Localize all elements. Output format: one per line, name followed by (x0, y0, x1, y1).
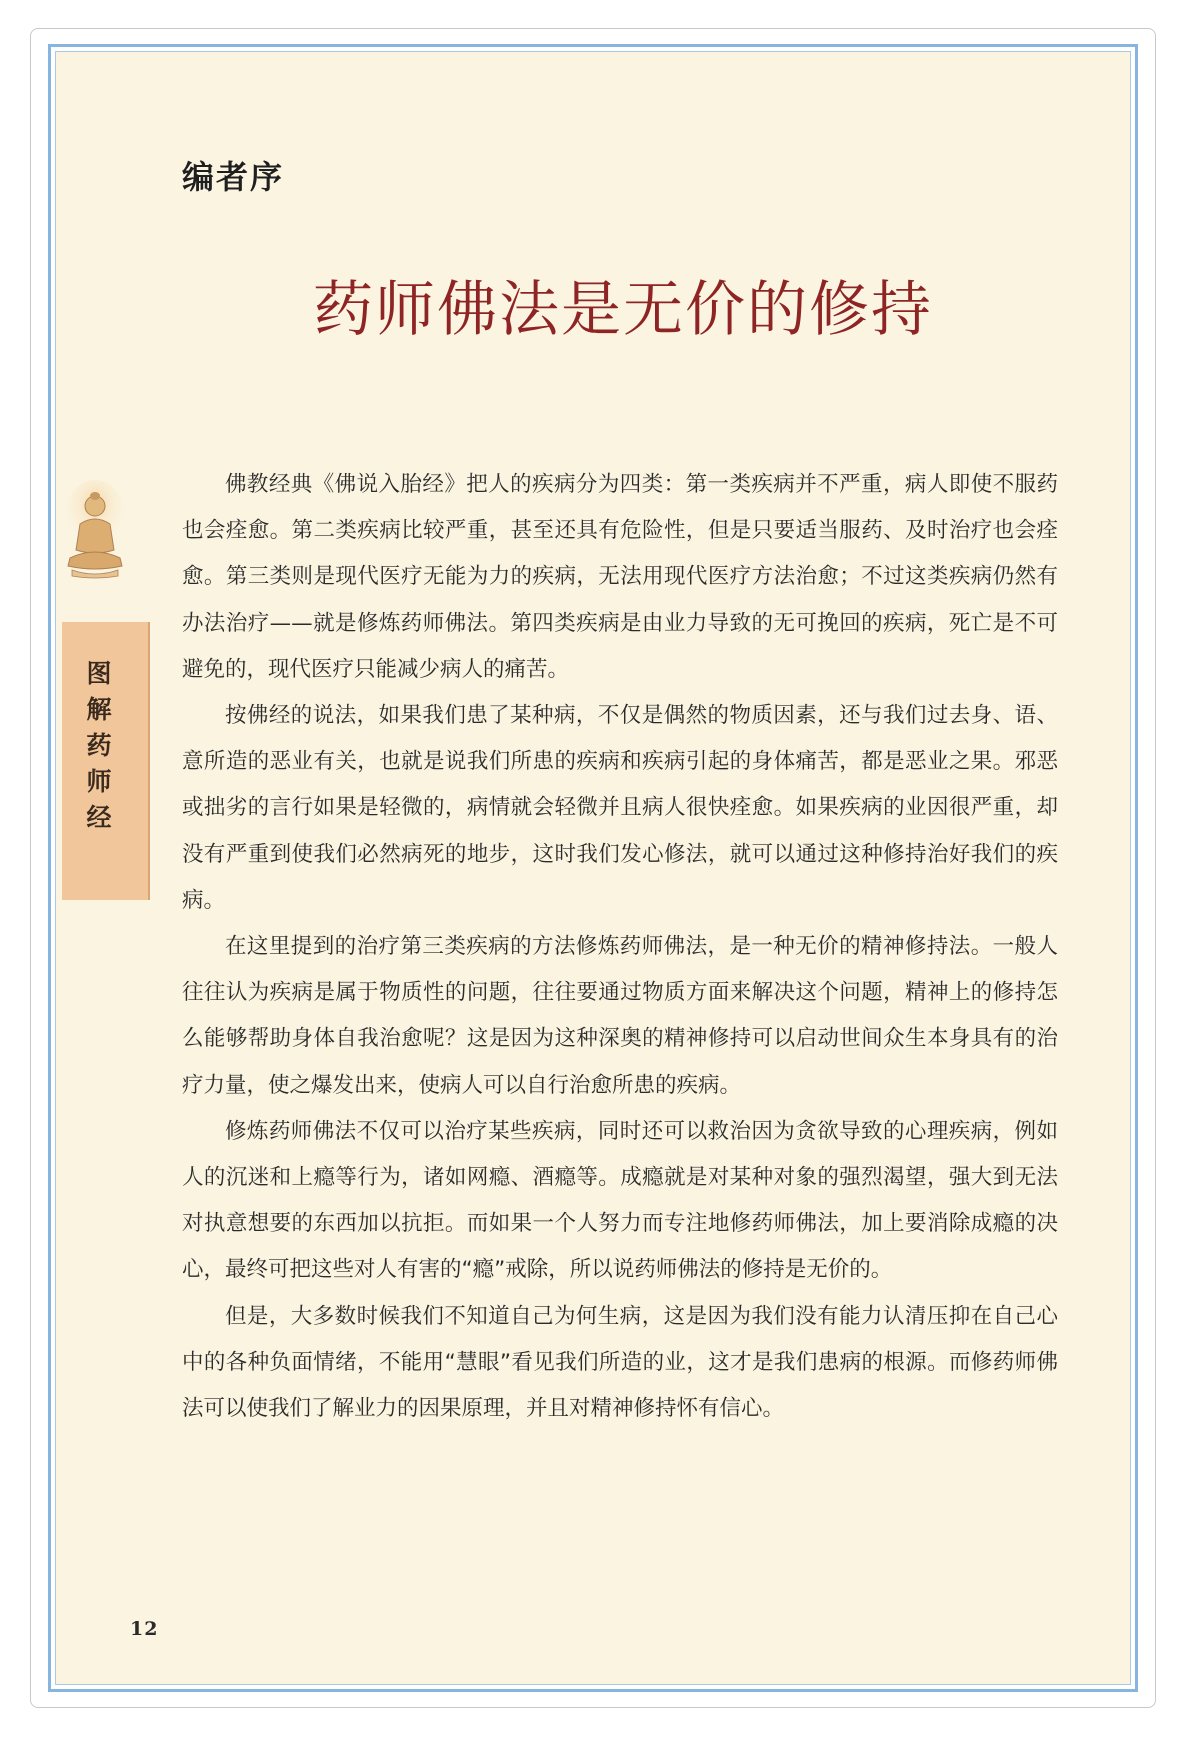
section-label: 编者序 (182, 158, 285, 196)
body-text (182, 462, 1058, 1432)
buddha-icon (62, 480, 128, 580)
page-number: 12 (130, 1618, 159, 1640)
paragraph: 按佛经的说法，如果我们患了某种病，不仅是偶然的物质因素，还与我们过去身、语、意所造的恶业有关，也就是说我们所患的疾病和疾病引起的身体痛苦，都是恶业之果。邪恶或拙劣的言行如果是轻微的，病情就会轻微并且病人很快痊愈。如果疾病的业因很严重，却没有严重到使我们必然病死的地步，这时我们发心修法，就可以通过这种修持治好我们的疾病。 (182, 703, 1058, 913)
book-page (55, 51, 1131, 1685)
paragraph: 在这里提到的治疗第三类疾病的方法修炼药师佛法，是一种无价的精神修持法。一般人往往认为疾病是属于物质性的问题，往往要通过物质方面来解决这个问题，精神上的修持怎么能够帮助身体自我治愈呢？这是因为这种深奥的精神修持可以启动世间众生本身具有的治疗力量，使之爆发出来，使病人可以自行治愈所患的疾病。 (182, 934, 1058, 1098)
page-border (48, 44, 1138, 1692)
chapter-title: 药师佛法是无价的修持 (313, 275, 933, 345)
paragraph: 修炼药师佛法不仅可以治疗某些疾病，同时还可以救治因为贪欲导致的心理疾病，例如人的沉迷和上瘾等行为，诸如网瘾、酒瘾等。成瘾就是对某种对象的强烈渴望，强大到无法对执意想要的东西加以抗拒。而如果一个人努力而专注地修药师佛法，加上要消除成瘾的决心，最终可把这些对人有害的“瘾”戒除，所以说药师佛法的修持是无价的。 (182, 1118, 1058, 1283)
paragraph: 佛教经典《佛说入胎经》把人的疾病分为四类：第一类疾病并不严重，病人即使不服药也会痊愈。第二类疾病比较严重，甚至还具有危险性，但是只要适当服药、及时治疗也会痊愈。第三类则是现代医疗无能为力的疾病，无法用现代医疗方法治愈；不过这类疾病仍然有办法治疗——就是修炼药师佛法。第四类疾病是由业力导致的无可挽回的疾病，死亡是不可避免的，现代医疗只能减少病人的痛苦。 (182, 472, 1058, 682)
side-tab (62, 622, 150, 900)
side-tab-label: 图解药师经 (83, 660, 112, 840)
paragraph: 但是，大多数时候我们不知道自己为何生病，这是因为我们没有能力认清压抑在自己心中的各种负面情绪，不能用“慧眼”看见我们所造的业，这才是我们患病的根源。而修药师佛法可以使我们了解业力的因果原理，并且对精神修持怀有信心。 (182, 1303, 1058, 1422)
